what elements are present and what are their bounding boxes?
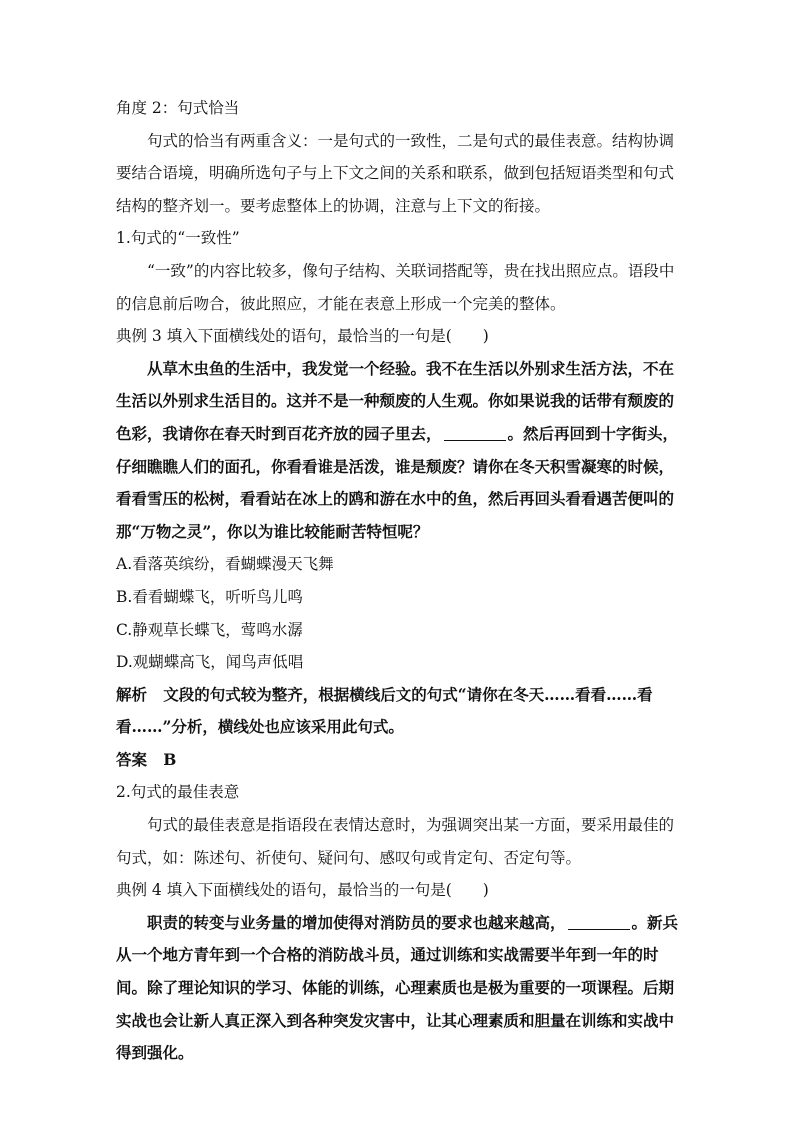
- section-title: 角度 2：句式恰当: [116, 99, 240, 117]
- answer-value: B: [163, 749, 177, 769]
- example-3-blank: [444, 424, 506, 441]
- example-3-answer: [116, 744, 684, 777]
- option-a: A.看落英缤纷，看蝴蝶漫天飞舞: [116, 555, 334, 574]
- example-3-title: 典例 3 填入下面横线处的语句，最恰当的一句是( ): [116, 327, 489, 346]
- intro-paragraph: 句式的恰当有两重含义：一是句式的一致性，二是句式的最佳表意。结构协调要结合语境，明确所选句子与上下文之间的关系和联系，做到包括短语类型和句式结构的整齐划一。要考虑整体上的协调，注意与上下文的衔接。: [116, 131, 675, 215]
- subsection-1-heading: 1.句式的“一致性”: [116, 229, 240, 248]
- example-3-passage: [116, 353, 684, 549]
- subsection-1-text: “一致”的内容比较多，像句子结构、关联词搭配等，贵在找出照应点。语段中的信息前后吻合，彼此照应，才能在表意上形成一个完美的整体。: [116, 261, 675, 313]
- subsection-2-text: 句式的最佳表意是指语段在表情达意时，为强调突出某一方面，要采用最佳的句式，如：陈述句、祈使句、疑问句、感叹句或肯定句、否定句等。: [116, 816, 675, 867]
- example-4-title: 典例 4 填入下面横线处的语句，最恰当的一句是( ): [116, 881, 489, 900]
- example-4-passage: [116, 907, 684, 1070]
- subsection-2-heading: 2.句式的最佳表意: [116, 783, 240, 802]
- answer-label: 答案: [116, 749, 148, 769]
- example-4-blank: [568, 913, 630, 930]
- example-4-passage-before: 职责的转变与业务量的增加使得对消防员的要求也越来越高，: [147, 912, 566, 932]
- example-3-analysis: [116, 679, 684, 744]
- example-4-passage-after: 。新兵从一个地方青年到一个合格的消防战斗员，通过训练和实战需要半年到一年的时间。除了理论知识的学习、体能的训练，心理素质也是极为重要的一项课程。后期实战也会让新人真正深入到各种突发灾害中，让其心理素质和胆量在训练和实战中得到强化。: [116, 912, 679, 1063]
- option-d: D.观蝴蝶高飞，闻鸟声低唱: [116, 653, 304, 672]
- example-3-passage-before: 从草木虫鱼的生活中，我发觉一个经验。我不在生活以外别求生活方法，不在生活以外别求生活目的。这并不是一种颓废的人生观。你如果说我的话带有颓废的色彩，我请你在春天时到百花齐放的园子里去，: [116, 358, 675, 443]
- document-page: [116, 92, 684, 1070]
- option-c: C.静观草长蝶飞，莺鸣水潺: [116, 620, 303, 639]
- analysis-text: 文段的句式较为整齐，根据横线后文的句式“请你在冬天……看看……看看……”分析，横线处也应该采用此句式。: [116, 684, 653, 737]
- analysis-label: 解析: [116, 684, 148, 704]
- option-b: B.看看蝴蝶飞，听听鸟儿鸣: [116, 587, 303, 606]
- example-3-passage-after: 。然后再回到十字街头，仔细瞧瞧人们的面孔，你看看谁是活泼，谁是颓废？请你在冬天积雪凝寒的时候，看看雪压的松树，看看站在冰上的鸥和游在水中的鱼，然后再回头看看遇苦便叫的那“万物之灵”，你以为谁比较能耐苦特恒呢？: [116, 423, 679, 541]
